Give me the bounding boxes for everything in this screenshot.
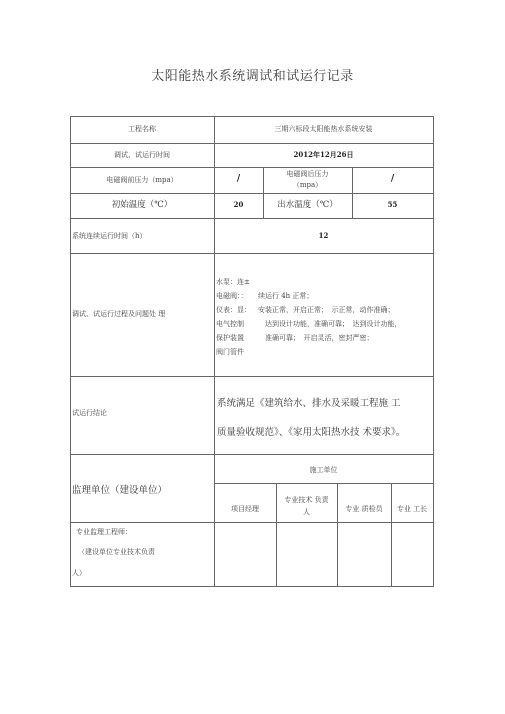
process-result: 续运行 4h 正常； <box>258 292 314 300</box>
table-rule <box>337 483 338 587</box>
pressure-after-label: 电磁阀后压力 <box>286 170 329 178</box>
table-rule <box>70 193 434 194</box>
tech-lead-label-cont: 人 <box>303 508 310 516</box>
table-rule <box>70 253 434 254</box>
table-rule <box>391 483 392 587</box>
owner-tech-lead-label: （建设单位专业技术负责 <box>78 548 155 556</box>
supervision-unit-label: 监理单位（建设单位） <box>72 485 168 496</box>
initial-temp-value: 20 <box>233 200 244 209</box>
table-rule <box>214 483 434 484</box>
conclusion-line-2: 质量验收规范》、《家用太阳热水技 术要求》。 <box>217 427 406 438</box>
table-rule <box>433 116 434 587</box>
process-item: 水泵：连± <box>216 278 250 286</box>
table-rule <box>70 522 434 523</box>
process-result: 达到设计功能，准确可靠； 达到设计功能， <box>258 320 402 328</box>
table-rule <box>214 376 215 454</box>
continuous-run-value: 12 <box>318 231 329 240</box>
table-rule <box>70 454 434 455</box>
table-rule <box>70 376 434 377</box>
tech-lead-label: 专业技术 负责 <box>284 496 329 504</box>
foreman-label: 专业 工长 <box>396 505 428 513</box>
page-title: 太阳能热水系统调试和试运行记录 <box>151 69 354 84</box>
pressure-before-label: 电磁阀前压力（mpa） <box>106 176 178 184</box>
table-rule <box>70 116 434 117</box>
table-rule <box>70 167 434 168</box>
continuous-run-label: 系统连续运行时间（h） <box>72 232 147 240</box>
supervisor-engineer-label: 专业监理工程师： <box>76 528 132 536</box>
table-rule <box>214 253 215 376</box>
test-time-label: 调试、试运行时间 <box>114 151 170 159</box>
construction-unit-label: 施工单位 <box>309 466 338 474</box>
table-rule <box>70 586 434 587</box>
project-name-label: 工程名称 <box>128 125 156 133</box>
table-rule <box>70 116 71 587</box>
quality-inspector-label: 专业 质检员 <box>345 505 383 513</box>
test-time-value: 2012年12月26日 <box>293 150 354 159</box>
pressure-after-unit: （mpa） <box>292 181 323 189</box>
process-item: 电气控制 <box>216 320 244 328</box>
process-item: 保护装置 <box>216 334 244 342</box>
table-rule <box>70 143 434 144</box>
initial-temp-label: 初始温度（℃） <box>111 200 173 210</box>
process-item: 阀门管件 <box>216 348 244 356</box>
process-item: 电磁阀：： <box>216 292 248 300</box>
pressure-before-value: / <box>236 174 241 184</box>
process-label: 调试、试运行过程及问题处 理 <box>72 310 166 318</box>
project-name-value: 三期六标段太阳能热水系统安装 <box>274 125 373 133</box>
process-item: 仪表：显： <box>216 306 251 314</box>
process-result: 准确可靠； 开启灵活，密封严密； <box>258 334 374 342</box>
owner-tech-lead-label-cont: 人） <box>72 569 86 577</box>
conclusion-line-1: 系统满足《建筑给水、排水及采暖工程施 工 <box>217 398 401 409</box>
outlet-temp-value: 55 <box>387 200 398 209</box>
table-rule <box>70 218 434 219</box>
conclusion-label: 试运行结论 <box>72 409 107 417</box>
outlet-temp-label: 出水温度（℃） <box>277 200 338 210</box>
project-manager-label: 项目经理 <box>231 505 259 513</box>
pressure-after-value: / <box>390 174 395 184</box>
process-result: 安装正常，开启正常； 示正常，动作准确； <box>258 306 395 314</box>
